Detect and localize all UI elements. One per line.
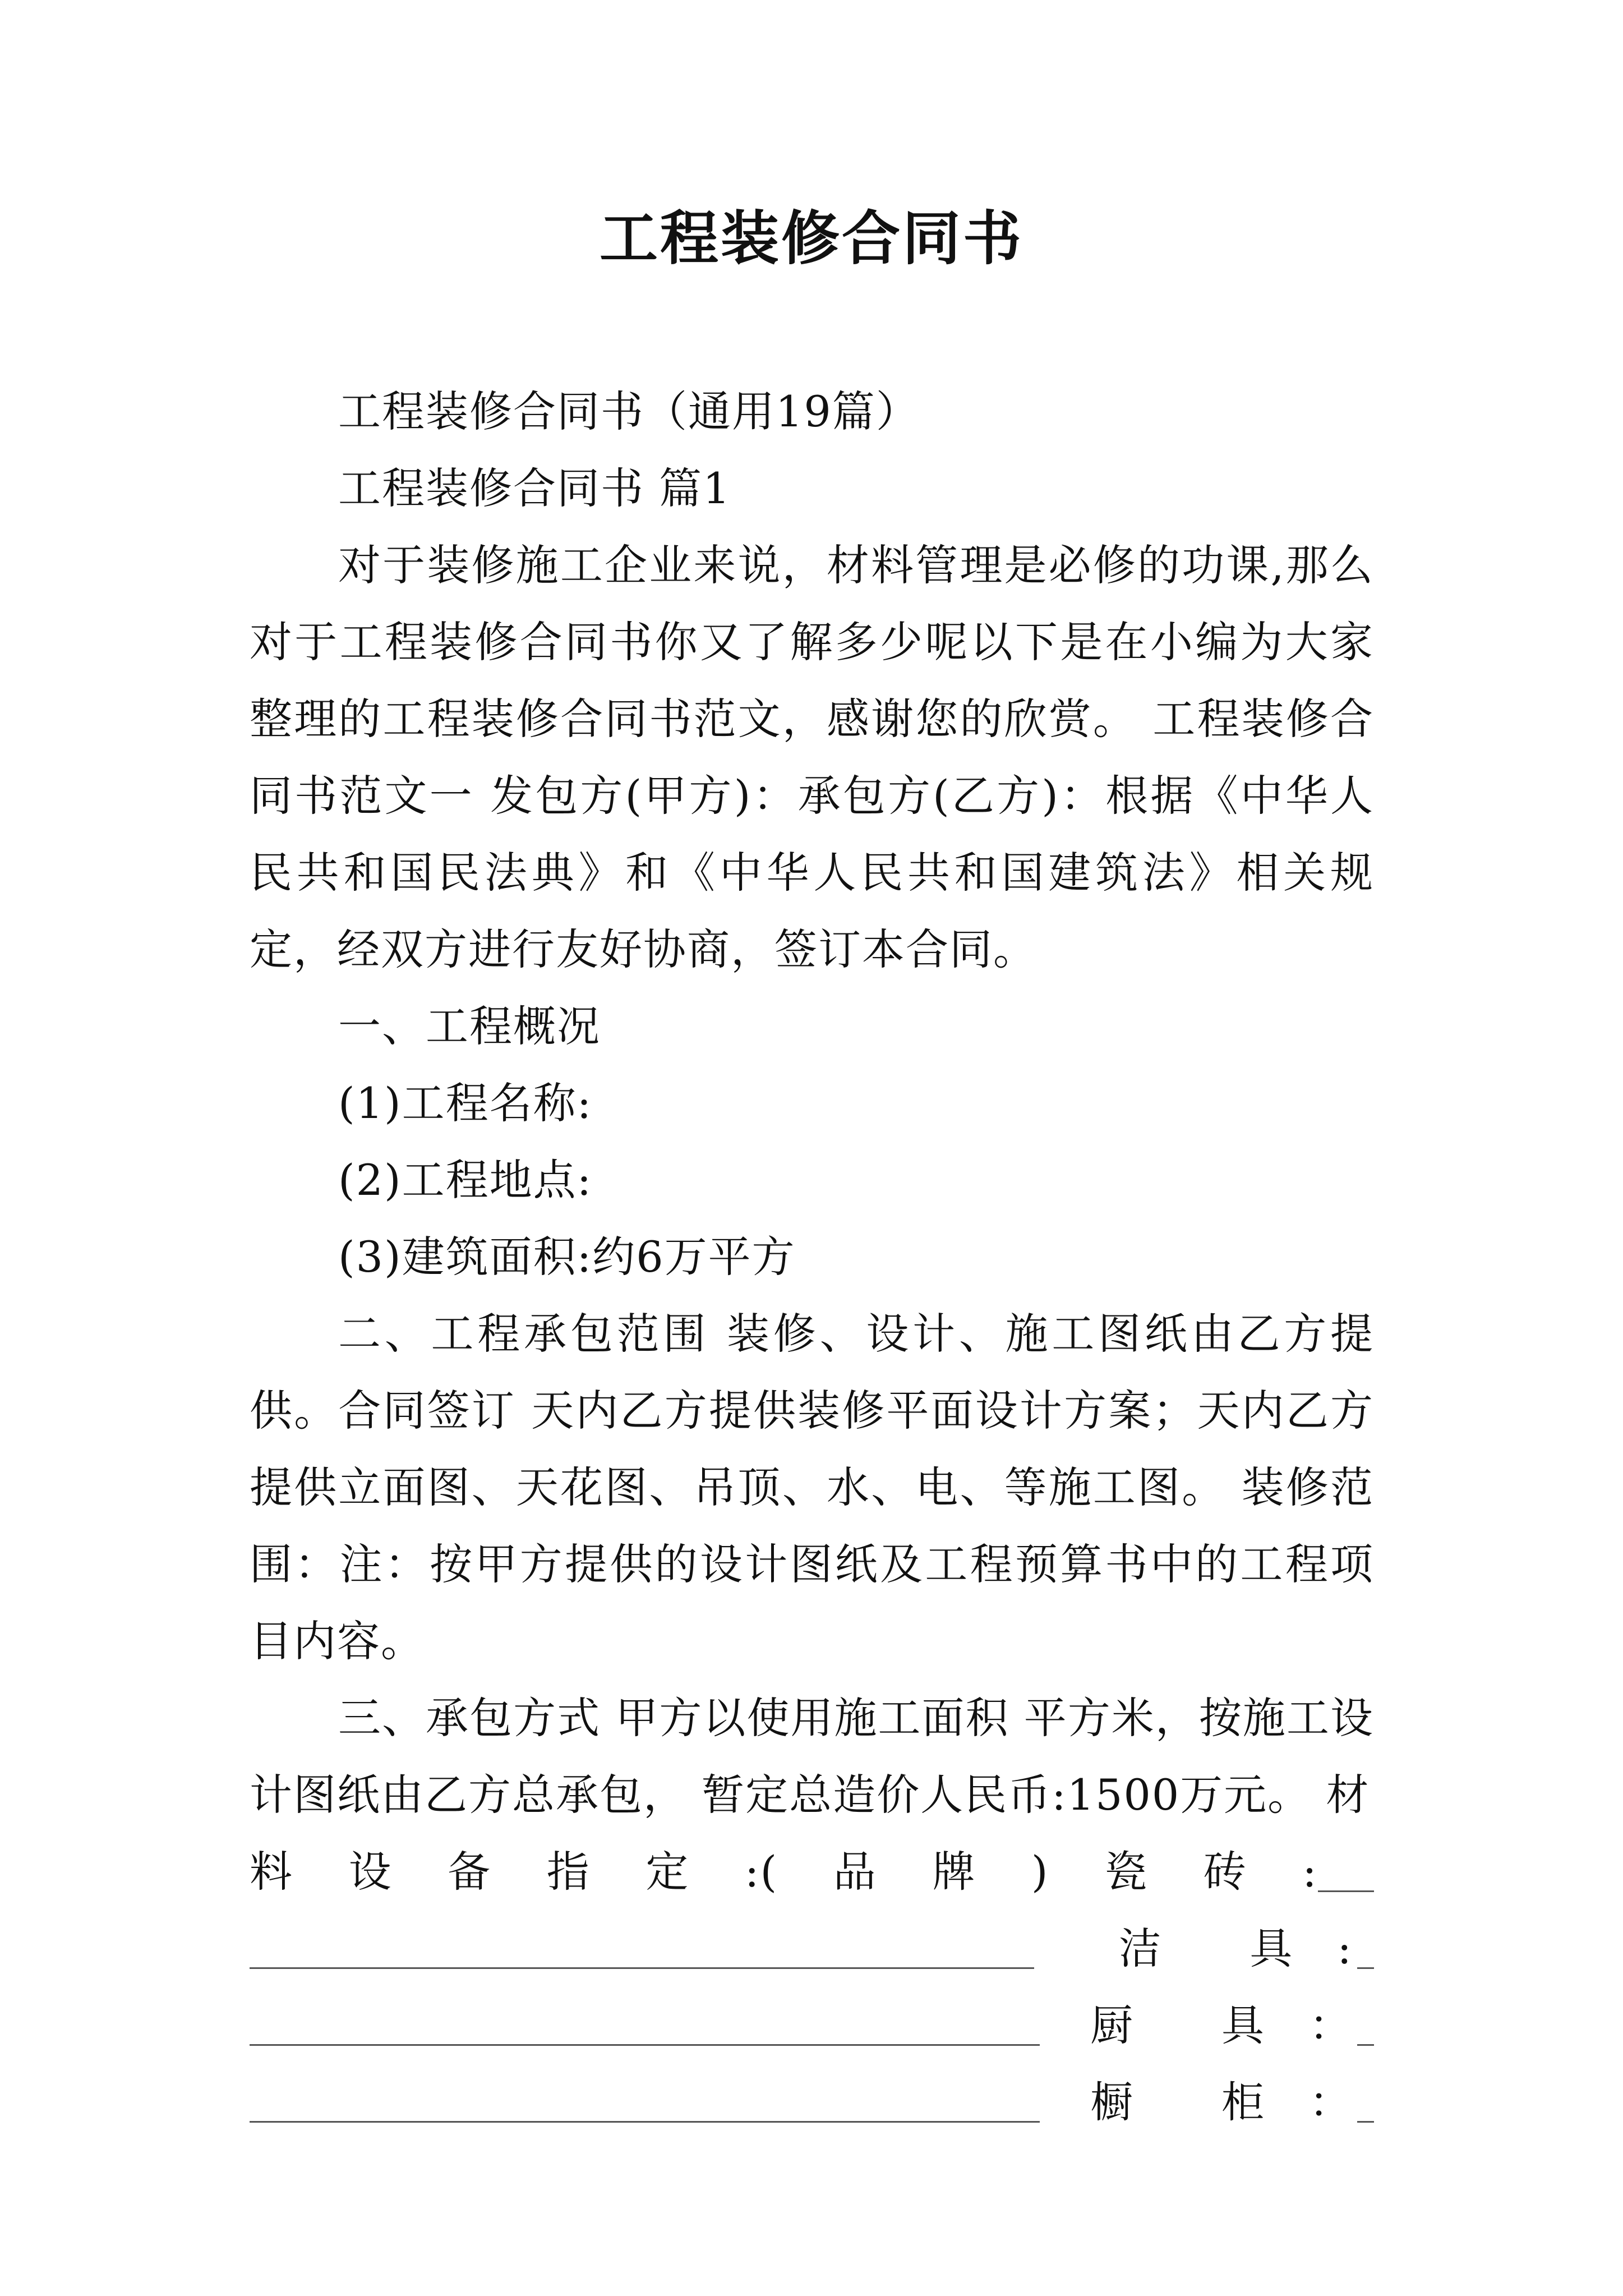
materials-item-label: 厨 具 ： bbox=[1090, 2000, 1353, 2050]
blank-line bbox=[250, 1967, 1034, 1969]
blank-line bbox=[250, 2044, 1040, 2046]
materials-lead-char: 指 bbox=[546, 1847, 591, 1897]
blank-line bbox=[1318, 1890, 1374, 1892]
materials-row bbox=[250, 1910, 1374, 1987]
materials-lead-line bbox=[250, 1833, 1374, 1910]
document-body bbox=[250, 373, 1374, 2141]
materials-row bbox=[250, 1987, 1374, 2064]
section-heading: 工程装修合同书 篇1 bbox=[338, 463, 731, 513]
materials-lead-char: 料 bbox=[250, 1847, 293, 1897]
clause-item-name: (1)工程名称: bbox=[338, 1078, 593, 1128]
intro-paragraph: 对于装修施工企业来说，材料管理是必修的功课,那么对于工程装修合同书你又了解多少呢以下是在小编为大家整理的工程装修合同书范文，感谢您的欣赏。 工程装修合同书范文一 发包方(甲方)：承包方(乙方)：根据《中华人民共和国民法典》和《中华人民共和国建筑法》相关规定，经双方进行友好协商，签订本合同。 bbox=[250, 540, 1374, 974]
materials-item-label: 橱 柜 ： bbox=[1090, 2077, 1353, 2127]
materials-lead-char: : bbox=[1302, 1847, 1318, 1897]
clause-heading-1: 一、工程概况 bbox=[338, 1001, 601, 1051]
materials-lead-char: 品 bbox=[833, 1847, 877, 1897]
blank-line bbox=[1357, 2044, 1374, 2046]
materials-item-label: 洁 具 : bbox=[1118, 1924, 1353, 1973]
clause-item-location: (2)工程地点: bbox=[338, 1155, 593, 1205]
materials-lead-char: 定 bbox=[645, 1847, 690, 1897]
blank-line bbox=[250, 2121, 1040, 2123]
materials-lead-char: :( bbox=[744, 1847, 778, 1897]
materials-lead-char: ) bbox=[1031, 1847, 1049, 1897]
materials-lead-char: 备 bbox=[448, 1847, 492, 1897]
clause-contract-paragraph: 三、承包方式 甲方以使用施工面积 平方米，按施工设计图纸由乙方总承包， 暂定总造价人民币:1500万元。 材 bbox=[250, 1693, 1374, 1820]
blank-line bbox=[1357, 1967, 1374, 1969]
document-title: 工程装修合同书 bbox=[599, 204, 1023, 273]
clause-scope-paragraph: 二、工程承包范围 装修、设计、施工图纸由乙方提供。合同签订 天内乙方提供装修平面设计方案；天内乙方提供立面图、天花图、吊顶、水、电、等施工图。 装修范围：注：按甲方提供的设计图纸及工程预算书中的工程项目内容。 bbox=[250, 1309, 1374, 1666]
blank-line bbox=[1357, 2121, 1374, 2123]
materials-lead-char: 牌 bbox=[932, 1847, 976, 1897]
clause-item-area: (3)建筑面积:约6万平方 bbox=[338, 1232, 796, 1282]
materials-row bbox=[250, 2064, 1374, 2141]
materials-lead-char: 设 bbox=[348, 1847, 393, 1897]
materials-lead-char: 瓷 bbox=[1104, 1847, 1149, 1897]
materials-lead-char: 砖 bbox=[1203, 1847, 1247, 1897]
subtitle-paragraph: 工程装修合同书（通用19篇） bbox=[338, 386, 920, 436]
